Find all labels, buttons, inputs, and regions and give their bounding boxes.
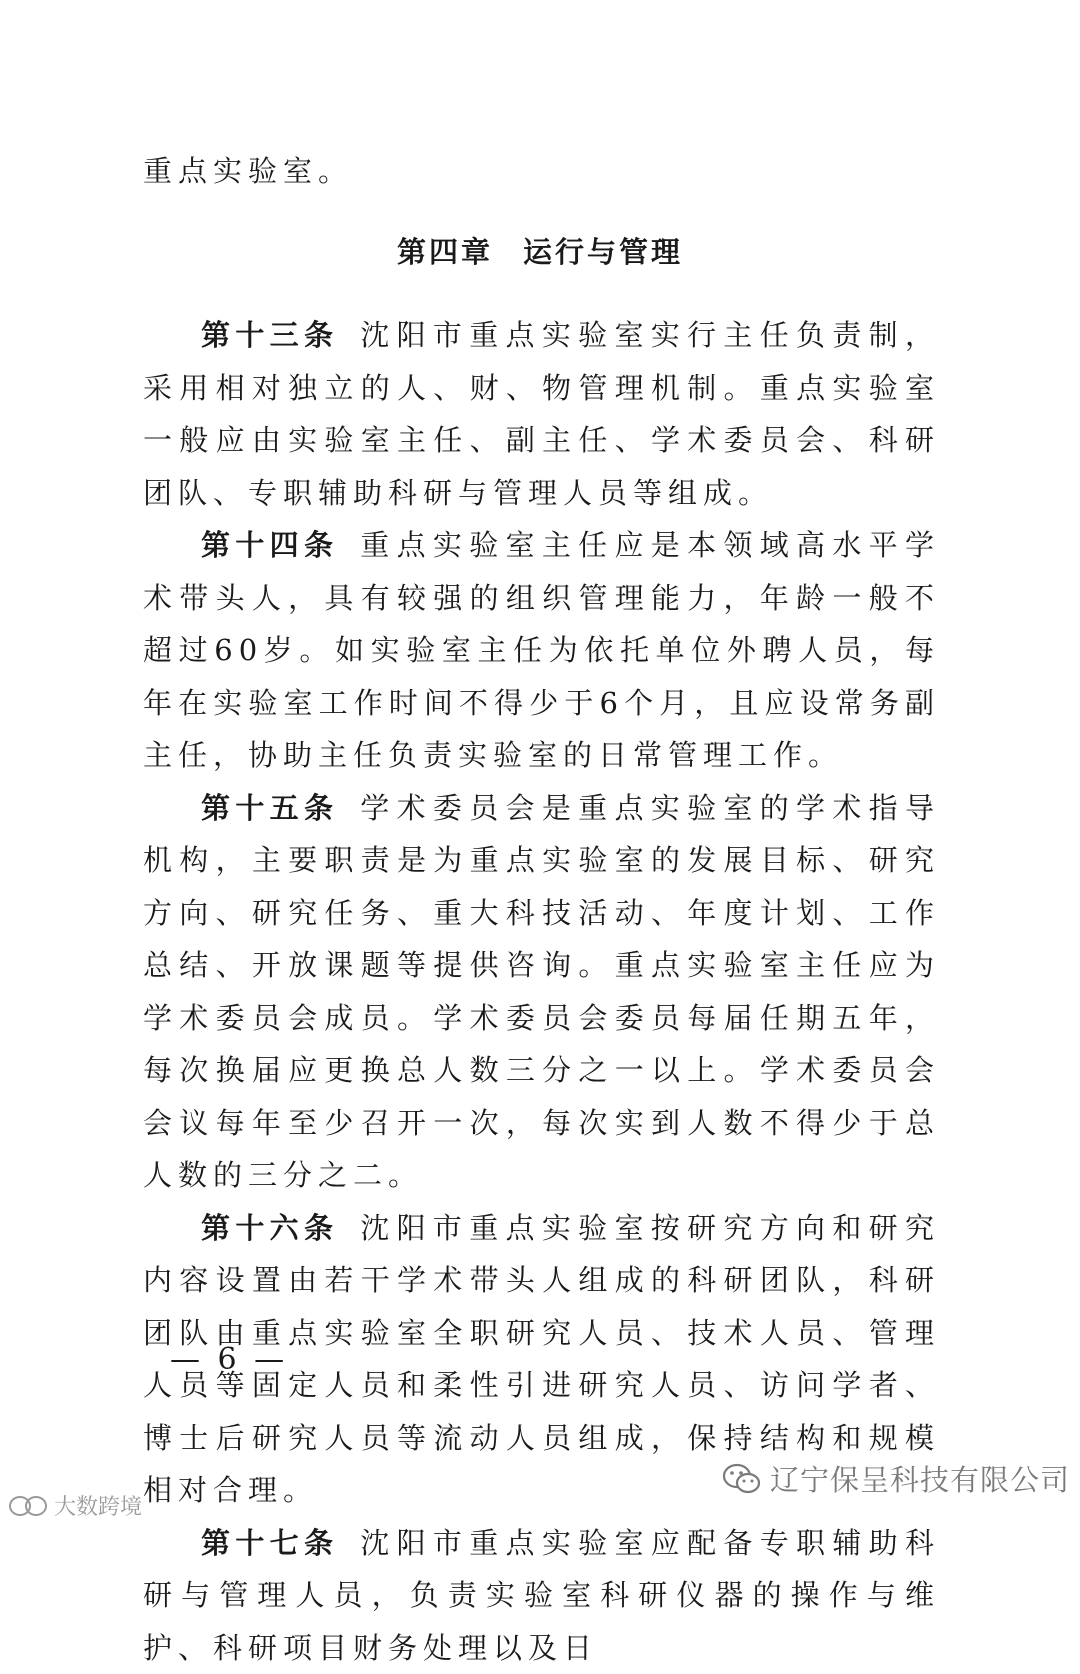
article-15-number: 第十五条 <box>201 791 338 825</box>
article-14-text: 重点实验室主任应是本领域高水平学术带头人，具有较强的组织管理能力，年龄一般不超过60岁。如实验室主任为依托单位外聘人员，每年在实验室工作时间不得少于6个月，且应设常务副主任，协助主任负责实验室的日常管理工作。 <box>143 528 940 772</box>
chapter-number: 第四章 <box>397 235 493 269</box>
article-13-number: 第十三条 <box>201 318 338 352</box>
corner-watermark-text: 大数跨境 <box>54 1490 142 1521</box>
chapter-name: 运行与管理 <box>523 235 683 269</box>
article-14-number: 第十四条 <box>201 528 338 562</box>
wechat-icon <box>722 1462 762 1496</box>
chapter-title <box>0 230 1080 271</box>
article-17-number: 第十七条 <box>201 1526 338 1560</box>
chat-bubbles-icon <box>8 1494 48 1518</box>
top-fragment: 重点实验室。 <box>143 149 353 190</box>
wechat-account-name: 辽宁保呈科技有限公司 <box>770 1458 1070 1499</box>
article-13-text: 沈阳市重点实验室实行主任负责制，采用相对独立的人、财、物管理机制。重点实验室一般应由实验室主任、副主任、学术委员会、科研团队、专职辅助科研与管理人员等组成。 <box>143 318 940 510</box>
article-14 <box>143 519 940 782</box>
article-17-text: 沈阳市重点实验室应配备专职辅助科研与管理人员，负责实验室科研仪器的操作与维护、科研项目财务处理以及日 <box>143 1526 940 1665</box>
wechat-watermark <box>722 1458 1070 1499</box>
article-13 <box>143 309 940 519</box>
page-number: — 6 — <box>170 1342 288 1377</box>
article-17 <box>143 1517 940 1674</box>
article-15-text: 学术委员会是重点实验室的学术指导机构，主要职责是为重点实验室的发展目标、研究方向、研究任务、重大科技活动、年度计划、工作总结、开放课题等提供咨询。重点实验室主任应为学术委员会成员。学术委员会委员每届任期五年，每次换届应更换总人数三分之一以上。学术委员会会议每年至少召开一次，每次实到人数不得少于总人数的三分之二。 <box>143 791 940 1193</box>
article-15 <box>143 782 940 1202</box>
corner-watermark <box>8 1490 142 1521</box>
article-16-text: 沈阳市重点实验室按研究方向和研究内容设置由若干学术带头人组成的科研团队，科研团队由重点实验室全职研究人员、技术人员、管理人员等固定人员和柔性引进研究人员、访问学者、博士后研究人员等流动人员组成，保持结构和规模相对合理。 <box>143 1211 940 1508</box>
article-16-number: 第十六条 <box>201 1211 338 1245</box>
